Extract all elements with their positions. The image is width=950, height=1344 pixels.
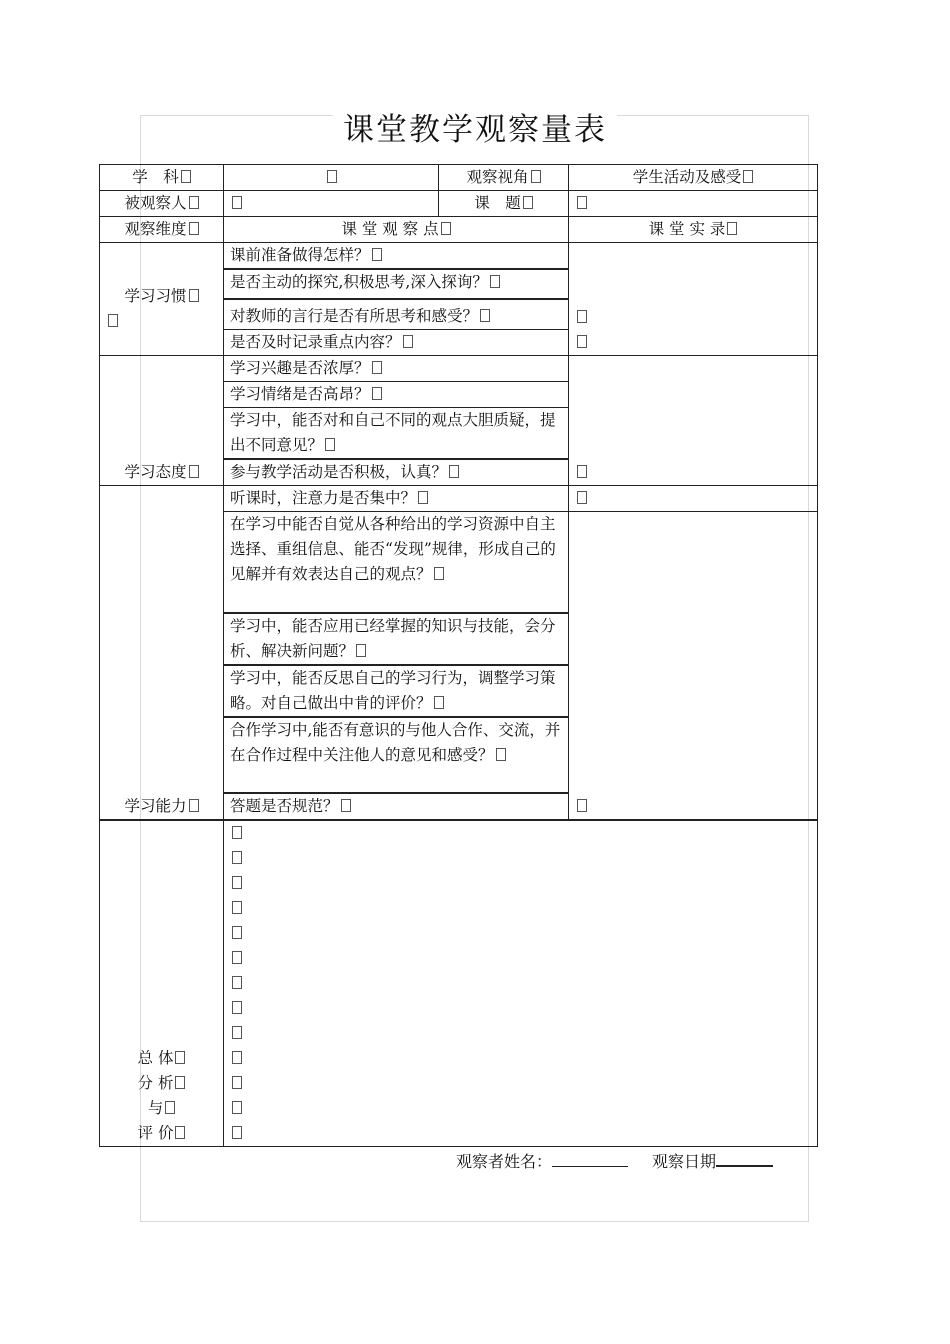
observation-point bbox=[224, 665, 569, 717]
placeholder-mark bbox=[523, 196, 533, 209]
placeholder-mark bbox=[232, 976, 242, 989]
placeholder-mark bbox=[577, 491, 587, 504]
placeholder-mark bbox=[165, 1101, 175, 1114]
observation-point bbox=[224, 329, 569, 355]
column-header-row bbox=[100, 217, 818, 243]
placeholder-mark bbox=[743, 170, 753, 183]
placeholder-mark bbox=[232, 826, 242, 839]
placeholder-mark bbox=[232, 901, 242, 914]
placeholder-mark bbox=[480, 309, 490, 322]
record-header bbox=[569, 217, 818, 243]
observation-point-text: 学习中，能否对和自己不同的观点大胆质疑，提出不同意见？ bbox=[230, 410, 556, 454]
observation-point-text: 答题是否规范？ bbox=[230, 796, 339, 815]
placeholder-mark bbox=[418, 491, 428, 504]
footer-signature bbox=[456, 1149, 773, 1172]
subject-label: 学 科 bbox=[132, 168, 179, 186]
placeholder-mark bbox=[372, 387, 382, 400]
placeholder-mark bbox=[577, 310, 587, 323]
placeholder-mark bbox=[449, 465, 459, 478]
placeholder-mark bbox=[175, 1076, 185, 1089]
placeholder-mark bbox=[356, 644, 366, 657]
observation-point-text: 参与教学活动是否积极，认真？ bbox=[230, 463, 448, 481]
summary-label-line: 评 价 bbox=[137, 1123, 174, 1142]
placeholder-mark bbox=[496, 748, 506, 761]
subject-label-cell bbox=[100, 165, 224, 191]
observation-point bbox=[224, 512, 569, 613]
placeholder-mark bbox=[232, 1051, 242, 1064]
observation-point-text: 听课时，注意力是否集中？ bbox=[230, 489, 417, 507]
placeholder-mark bbox=[232, 851, 242, 864]
points-header bbox=[224, 217, 569, 243]
summary-label-line: 总 体 bbox=[137, 1048, 174, 1067]
placeholder-mark bbox=[727, 222, 737, 235]
topic-value-cell[interactable] bbox=[569, 191, 818, 217]
page-title bbox=[0, 104, 950, 149]
subject-value-cell[interactable] bbox=[224, 165, 439, 191]
placeholder-mark bbox=[232, 1026, 242, 1039]
observation-point-text: 对教师的言行是否有所思考和感受？ bbox=[230, 306, 479, 325]
observee-label: 被观察人 bbox=[124, 194, 187, 212]
summary-row bbox=[100, 820, 818, 1147]
attitude-dimension-cell bbox=[100, 355, 224, 486]
placeholder-mark bbox=[327, 170, 337, 183]
observation-point bbox=[224, 613, 569, 665]
placeholder-mark bbox=[341, 799, 351, 812]
placeholder-mark bbox=[232, 951, 242, 964]
placeholder-mark bbox=[175, 1051, 185, 1064]
placeholder-mark bbox=[577, 335, 587, 348]
observation-point bbox=[224, 381, 569, 407]
observation-point-text: 学习中，能否应用已经掌握的知识与技能，会分析、解决新问题？ bbox=[230, 616, 556, 660]
topic-label: 课 题 bbox=[474, 194, 521, 212]
placeholder-mark bbox=[403, 335, 413, 348]
placeholder-mark bbox=[441, 222, 451, 235]
view-label-cell bbox=[439, 165, 569, 191]
observer-name-label: 观察者姓名： bbox=[456, 1152, 553, 1171]
attitude-record-cell[interactable] bbox=[569, 355, 818, 486]
placeholder-mark bbox=[372, 361, 382, 374]
placeholder-mark bbox=[189, 196, 199, 209]
view-value: 学生活动及感受 bbox=[632, 168, 742, 186]
placeholder-mark bbox=[181, 170, 191, 183]
ability-label: 学习能力 bbox=[124, 796, 187, 815]
observation-point-text: 合作学习中,能否有意识的与他人合作、交流，并在合作过程中关注他人的意见和感受？ bbox=[230, 720, 561, 764]
observation-point-text: 课前准备做得怎样？ bbox=[230, 246, 370, 264]
observation-point-text: 学习兴趣是否浓厚？ bbox=[230, 358, 370, 377]
observation-point bbox=[224, 717, 569, 793]
observation-table bbox=[99, 164, 818, 1147]
placeholder-mark bbox=[577, 799, 587, 812]
observer-name-field[interactable] bbox=[552, 1152, 628, 1167]
view-label: 观察视角 bbox=[466, 168, 529, 186]
observation-point bbox=[224, 793, 569, 820]
summary-dimension-cell bbox=[100, 820, 224, 1147]
placeholder-mark bbox=[189, 799, 199, 812]
placeholder-mark bbox=[175, 1126, 185, 1139]
placeholder-mark bbox=[232, 1001, 242, 1014]
placeholder-mark bbox=[189, 222, 199, 235]
attitude-row bbox=[100, 355, 818, 381]
placeholder-mark bbox=[434, 567, 444, 580]
habits-record-cell[interactable] bbox=[569, 243, 818, 356]
placeholder-mark bbox=[232, 196, 242, 209]
placeholder-mark bbox=[372, 248, 382, 261]
observee-value-cell[interactable] bbox=[224, 191, 439, 217]
observation-point-text: 是否主动的探究,积极思考,深入探询？ bbox=[230, 273, 488, 291]
summary-label-line: 与 bbox=[147, 1098, 164, 1117]
observation-point bbox=[224, 486, 569, 512]
observation-point-text: 是否及时记录重点内容？ bbox=[230, 332, 401, 351]
placeholder-mark bbox=[232, 1126, 242, 1139]
observation-date-field[interactable] bbox=[716, 1151, 773, 1167]
placeholder-mark bbox=[232, 1076, 242, 1089]
page-title-text: 课堂教学观察量表 bbox=[333, 112, 617, 148]
observation-point-text: 在学习中能否自觉从各种给出的学习资源中自主选择、重组信息、能否“发现”规律，形成自己的见解并有效表达自己的观点？ bbox=[230, 515, 556, 583]
habits-dimension-cell bbox=[100, 243, 224, 356]
ability-record-cell[interactable] bbox=[569, 512, 818, 820]
observation-point bbox=[224, 299, 569, 329]
summary-text-area[interactable] bbox=[224, 820, 818, 1147]
view-value-cell[interactable] bbox=[569, 165, 818, 191]
points-header-text: 课 堂 观 察 点 bbox=[341, 220, 439, 238]
observation-point-text: 学习中，能否反思自己的学习行为，调整学习策略。对自己做出中肯的评价？ bbox=[230, 668, 556, 712]
placeholder-mark bbox=[490, 275, 500, 288]
placeholder-mark bbox=[531, 170, 541, 183]
observation-point bbox=[224, 243, 569, 270]
observation-point bbox=[224, 269, 569, 299]
placeholder-mark bbox=[189, 465, 199, 478]
placeholder-mark bbox=[189, 289, 199, 302]
habits-label: 学习习惯 bbox=[124, 286, 187, 305]
summary-label-line: 分 析 bbox=[137, 1073, 174, 1092]
observation-date-label: 观察日期 bbox=[652, 1152, 717, 1171]
placeholder-mark bbox=[232, 876, 242, 889]
record-header-text: 课 堂 实 录 bbox=[648, 220, 726, 238]
dimension-header bbox=[100, 217, 224, 243]
dimension-header-text: 观察维度 bbox=[124, 220, 187, 238]
topic-label-cell bbox=[439, 191, 569, 217]
attitude-label: 学习态度 bbox=[124, 463, 187, 481]
ability-record-cell-top[interactable] bbox=[569, 486, 818, 512]
observation-point bbox=[224, 407, 569, 459]
placeholder-mark bbox=[434, 696, 444, 709]
placeholder-mark bbox=[577, 465, 587, 478]
observation-point bbox=[224, 355, 569, 381]
observation-point-text: 学习情绪是否高昂？ bbox=[230, 384, 370, 403]
placeholder-mark bbox=[325, 438, 335, 451]
observee-label-cell bbox=[100, 191, 224, 217]
header-row-observee bbox=[100, 191, 818, 217]
habits-row bbox=[100, 243, 818, 270]
placeholder-mark bbox=[577, 196, 587, 209]
ability-row bbox=[100, 486, 818, 512]
header-row-subject bbox=[100, 165, 818, 191]
observation-point bbox=[224, 459, 569, 486]
placeholder-mark bbox=[232, 926, 242, 939]
placeholder-mark bbox=[232, 1101, 242, 1114]
ability-dimension-cell bbox=[100, 486, 224, 820]
placeholder-mark bbox=[108, 314, 118, 327]
